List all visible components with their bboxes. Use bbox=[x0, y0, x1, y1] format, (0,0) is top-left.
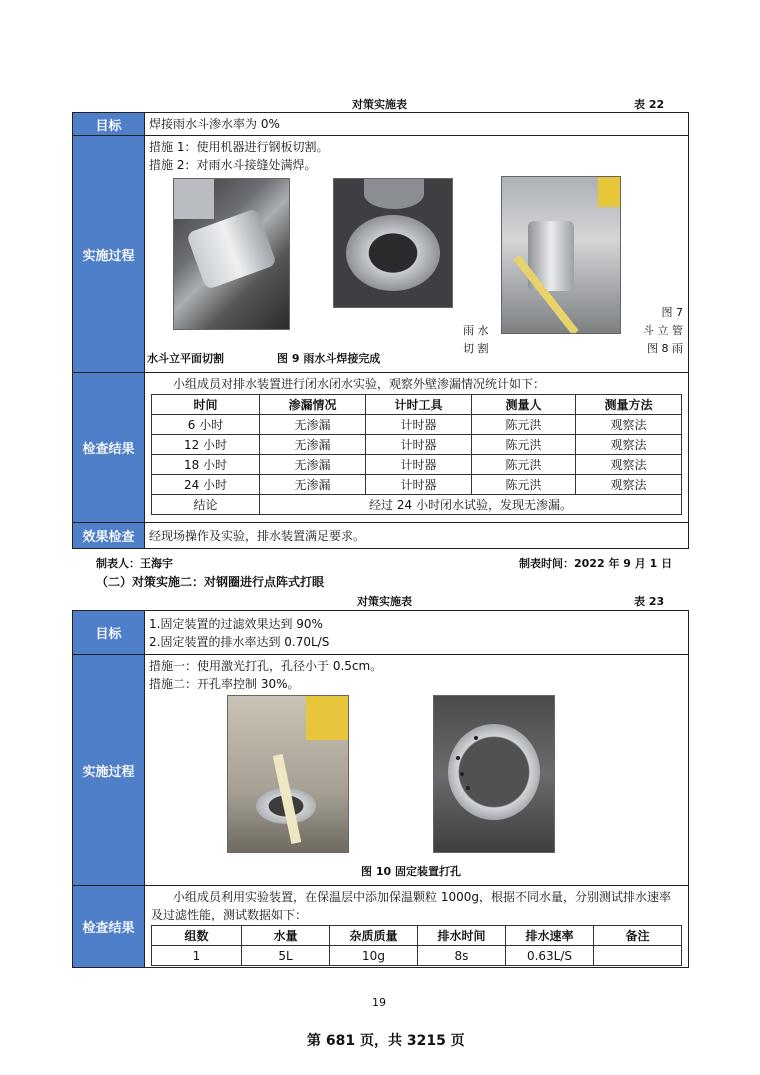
drain-table bbox=[151, 925, 682, 966]
cell bbox=[594, 946, 682, 966]
cell: 观察法 bbox=[576, 475, 682, 495]
cell: 无渗漏 bbox=[260, 475, 366, 495]
goal-text: 焊接雨水斗渗水率为 0% bbox=[149, 117, 280, 131]
header-person: 测量人 bbox=[472, 395, 576, 415]
goal-label: 目标 bbox=[73, 113, 145, 136]
header-leak: 渗漏情况 bbox=[260, 395, 366, 415]
table-row bbox=[152, 435, 682, 455]
cell: 无渗漏 bbox=[260, 455, 366, 475]
drain-table-header bbox=[152, 926, 682, 946]
goal-1: 1.固定装置的过滤效果达到 90% bbox=[149, 617, 323, 631]
cell: 陈元洪 bbox=[472, 435, 576, 455]
section-heading: （二）对策实施二：对钢圈进行点阵式打眼 bbox=[96, 575, 325, 589]
process-label: 实施过程 bbox=[73, 136, 145, 373]
goal-label: 目标 bbox=[73, 611, 145, 655]
fig-mid-line2: 切 割 bbox=[463, 342, 489, 355]
cell: 观察法 bbox=[576, 455, 682, 475]
cell: 10g bbox=[330, 946, 418, 966]
process-content bbox=[145, 136, 688, 372]
header-water: 水量 bbox=[242, 926, 330, 946]
cell: 陈元洪 bbox=[472, 415, 576, 435]
check-label: 检查结果 bbox=[73, 373, 145, 523]
header-drain-rate: 排水速率 bbox=[506, 926, 594, 946]
header-drain-time: 排水时间 bbox=[418, 926, 506, 946]
photo-perforated-ring bbox=[433, 695, 555, 853]
cell: 计时器 bbox=[366, 455, 472, 475]
table-row bbox=[152, 946, 682, 966]
cell: 计时器 bbox=[366, 475, 472, 495]
cell: 观察法 bbox=[576, 435, 682, 455]
cell: 陈元洪 bbox=[472, 455, 576, 475]
cell: 观察法 bbox=[576, 415, 682, 435]
leak-table-header bbox=[152, 395, 682, 415]
photo-cylinder bbox=[501, 176, 621, 334]
table23-title: 对策实施表 bbox=[357, 595, 412, 608]
effect-label: 效果检查 bbox=[73, 523, 145, 549]
measure-2: 措施 2：对雨水斗接缝处满焊。 bbox=[149, 158, 317, 172]
fig-mid-caption bbox=[463, 322, 489, 358]
goal-2: 2.固定装置的排水率达到 0.70L/S bbox=[149, 635, 330, 649]
fig-right-caption bbox=[633, 304, 683, 358]
fig-right-line2: 斗 立 管 bbox=[643, 324, 683, 337]
table-row bbox=[152, 415, 682, 435]
table-row bbox=[152, 475, 682, 495]
conclusion-label: 结论 bbox=[152, 495, 260, 515]
page-footer: 第 681 页，共 3215 页 bbox=[307, 1033, 465, 1049]
header-method: 测量方法 bbox=[576, 395, 682, 415]
check-intro: 小组成员对排水装置进行闭水闭水实验，观察外壁渗漏情况统计如下： bbox=[173, 377, 546, 391]
cell: 无渗漏 bbox=[260, 415, 366, 435]
table23-number: 表 23 bbox=[634, 595, 665, 608]
header-time: 时间 bbox=[152, 395, 260, 415]
page-number: 19 bbox=[372, 996, 386, 1009]
table23 bbox=[72, 610, 689, 968]
table22-title: 对策实施表 bbox=[352, 98, 407, 111]
cell: 8s bbox=[418, 946, 506, 966]
check-label: 检查结果 bbox=[73, 886, 145, 968]
cell: 12 小时 bbox=[152, 435, 260, 455]
table-row bbox=[152, 455, 682, 475]
photo-ring bbox=[333, 178, 453, 308]
cell: 24 小时 bbox=[152, 475, 260, 495]
leak-table bbox=[151, 394, 682, 515]
process-label: 实施过程 bbox=[73, 655, 145, 886]
table22-number: 表 22 bbox=[634, 98, 665, 111]
cell: 计时器 bbox=[366, 415, 472, 435]
conclusion-row bbox=[152, 495, 682, 515]
cell: 计时器 bbox=[366, 435, 472, 455]
date: 制表时间：2022 年 9 月 1 日 bbox=[519, 557, 673, 570]
header-tool: 计时工具 bbox=[366, 395, 472, 415]
maker: 制表人：王海宇 bbox=[96, 557, 173, 570]
fig-mid-line1: 雨 水 bbox=[463, 324, 489, 337]
header-impurity: 杂质质量 bbox=[330, 926, 418, 946]
effect-text: 经现场操作及实验，排水装置满足要求。 bbox=[149, 529, 366, 543]
header-remark: 备注 bbox=[594, 926, 682, 946]
fig10-caption: 图 10 固定装置打孔 bbox=[361, 865, 461, 878]
conclusion-text: 经过 24 小时闭水试验，发现无渗漏。 bbox=[260, 495, 682, 515]
fig-right-line3: 图 8 雨 bbox=[647, 342, 683, 355]
cell: 1 bbox=[152, 946, 242, 966]
measure-1: 措施 1：使用机器进行钢板切割。 bbox=[149, 140, 329, 154]
cell: 无渗漏 bbox=[260, 435, 366, 455]
fig9-caption: 图 9 雨水斗焊接完成 bbox=[277, 352, 381, 365]
table22 bbox=[72, 112, 689, 549]
check-intro: 小组成员利用实验装置，在保温层中添加保温颗粒 1000g，根据不同水量，分别测试排水速率及过滤性能，测试数据如下： bbox=[151, 890, 671, 922]
photo-ring-tape bbox=[227, 695, 349, 853]
measure-1: 措施一：使用激光打孔，孔径小于 0.5cm。 bbox=[149, 659, 383, 673]
photo-cutting bbox=[173, 178, 290, 330]
measure-2: 措施二：开孔率控制 30%。 bbox=[149, 677, 300, 691]
cell: 陈元洪 bbox=[472, 475, 576, 495]
cell: 18 小时 bbox=[152, 455, 260, 475]
cell: 5L bbox=[242, 946, 330, 966]
fig-bottom-left: 水斗立平面切割 bbox=[147, 352, 224, 365]
header-group: 组数 bbox=[152, 926, 242, 946]
cell: 0.63L/S bbox=[506, 946, 594, 966]
fig-right-line1: 图 7 bbox=[661, 306, 683, 319]
cell: 6 小时 bbox=[152, 415, 260, 435]
